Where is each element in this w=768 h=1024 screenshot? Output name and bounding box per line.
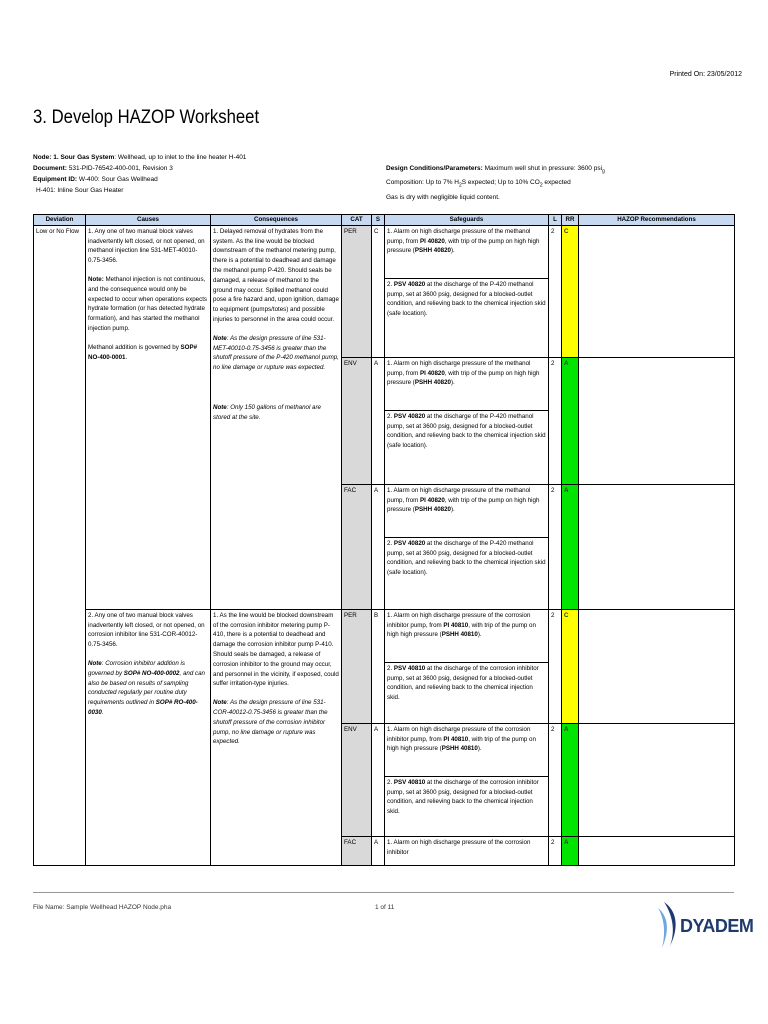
cause-cell-2: [86, 609, 211, 865]
table-row: [34, 225, 735, 357]
severity-cell: A: [372, 836, 385, 865]
composition-a: Composition: Up to 7% H: [386, 179, 459, 187]
cons1-note2: [213, 403, 339, 423]
consequence-cell-1: [211, 225, 342, 609]
header-safeguards: Safeguards: [385, 215, 549, 226]
consequence-cell-2: [211, 609, 342, 865]
footer-file-name: File Name: Sample Wellhead HAZOP Node.pha: [33, 904, 172, 911]
safeguard-item: 2. PSV 40810 at the discharge of the corrosion inhibitor pump, set at 3600 psig, designed for a blocked-outlet condition, and relieving back to the chemical injection skid.: [387, 664, 539, 702]
cons1-note2-text: : Only 150 gallons of methanol are stored at the site.: [213, 403, 321, 421]
likelihood-cell: 2: [549, 484, 562, 609]
header-l: L: [549, 215, 562, 226]
recommendation-cell: [579, 836, 735, 865]
meta-right: [386, 163, 726, 203]
co2-sub: 2: [539, 182, 543, 189]
cause1-sop-b: SOP# NO-400-0001: [88, 343, 198, 361]
design-value: Maximum well shut in pressure: 3600 psi: [484, 165, 603, 172]
severity-cell: B: [372, 609, 385, 723]
deviation-cell: Low or No Flow: [34, 225, 86, 865]
equipment-line-2: H-401: Inline Sour Gas Heater: [36, 187, 124, 194]
composition-c: expected: [542, 179, 571, 187]
header-consequences: Consequences: [211, 215, 342, 226]
cons1-note1-text: : As the design pressure of line 531-MET-40010-0.75-3456 is greater than the shutoff pressure of the P-420 methanol pump, no line damage or rupture was expected.: [213, 334, 339, 372]
design-line: [386, 163, 726, 177]
cat-cell: PER: [342, 609, 372, 723]
safeguard-item: 1. Alarm on high discharge pressure of the corrosion inhibitor pump, from PI 40810, with trip of the pump on high high pressure (PSHH 40810).: [385, 724, 548, 777]
page-title: 3. Develop HAZOP Worksheet: [33, 107, 260, 128]
cause1-text: 1. Any one of two manual block valves inadvertently left closed, or not opened, on methanol injection line 531-MET-40010-0.75-3456.: [88, 227, 205, 265]
header-s: S: [372, 215, 385, 226]
node-value: 1. Sour Gas System: [53, 154, 115, 161]
likelihood-cell: 2: [549, 723, 562, 836]
risk-rank-cell: C: [562, 609, 579, 723]
printed-on-date: Printed On: 23/05/2012: [669, 71, 742, 78]
cause1-sop-c: .: [125, 353, 128, 361]
node-label: Node:: [33, 154, 52, 161]
header-causes: Causes: [86, 215, 211, 226]
severity-cell: A: [372, 357, 385, 484]
document-value: 531-PID-76542-400-001, Revision 3: [68, 165, 173, 172]
logo-swoosh-icon: [650, 898, 684, 954]
safeguard-item: 1. Alarm on high discharge pressure of the corrosion inhibitor pump, from PI 40810, with trip of the pump on high high pressure (PSHH 40810).: [385, 610, 548, 663]
cause-cell-1: [86, 225, 211, 609]
safeguard-item: 1. Alarm on high discharge pressure of the methanol pump, from PI 40820, with trip of the pump on high high pressure (PSHH 40820).: [385, 226, 548, 279]
recommendation-cell: [579, 609, 735, 723]
cause2-note: Note: Corrosion inhibitor addition is governed by SOP# NO-400-0002, and can also be based on results of sampling conducted regularly per routine duty requirements outlined in SOP# RO-400-0030.: [88, 659, 205, 716]
cons1-note1: [213, 334, 339, 373]
recommendation-cell: [579, 723, 735, 836]
cons2-text: 1. As the line would be blocked downstream of the corrosion inhibitor metering pump P-410, there is a potential to deadhead and damage the corrosion inhibitor pump P-410. Should seals be damaged, a release of corrosion inhibitor to the ground may occur, and personnel in the vicinity, if exposed, could suffer irritation-type injuries.: [213, 611, 339, 688]
table-row: [34, 609, 735, 723]
cause1-note-text: Methanol injection is not continuous, and the consequence would only be expected to occur when operations expects hydrate formation (or has detected hydrate formation), and has started the methanol injection pump.: [88, 275, 208, 332]
footer-page-number: 1 of 11: [375, 904, 395, 911]
safeguards-cell: [385, 225, 549, 357]
safeguards-cell: [385, 484, 549, 609]
document-label: Document:: [33, 165, 67, 172]
safeguard-item: 2. PSV 40820 at the discharge of the P-420 methanol pump, set at 3600 psig, designed for a blocked-outlet condition, and relieving back to the chemical injection skid (safe location).: [387, 539, 546, 577]
recommendation-cell: [579, 484, 735, 609]
cat-cell: PER: [342, 225, 372, 357]
cat-cell: ENV: [342, 723, 372, 836]
safeguard-item: 1. Alarm on high discharge pressure of the methanol pump, from PI 40820, with trip of the pump on high high pressure (PSHH 40820).: [385, 485, 548, 538]
gas-line: Gas is dry with negligible liquid content.: [386, 193, 500, 201]
cons1-note2-label: Note: [213, 403, 227, 411]
equipment-label: Equipment ID:: [33, 176, 78, 183]
header-rr: RR: [562, 215, 579, 226]
safeguard-item: 2. PSV 40820 at the discharge of the P-420 methanol pump, set at 3600 psig, designed for a blocked-outlet condition, and relieving back to the chemical injection skid (safe location).: [387, 280, 546, 318]
node-rest: : Wellhead, up to inlet to the line heater H-401: [114, 154, 247, 161]
composition-line: [386, 177, 726, 191]
likelihood-cell: 2: [549, 609, 562, 723]
composition-b: S expected; Up to 10% CO: [461, 179, 540, 187]
likelihood-cell: 2: [549, 225, 562, 357]
equipment-line: [33, 174, 393, 185]
cat-cell: ENV: [342, 357, 372, 484]
severity-cell: A: [372, 723, 385, 836]
safeguards-cell: [385, 357, 549, 484]
cause1-sop-a: Methanol addition is governed by: [88, 343, 181, 351]
safeguard-item: 2. PSV 40820 at the discharge of the P-420 methanol pump, set at 3600 psig, designed for a blocked-outlet condition, and relieving back to the chemical injection skid (safe location).: [387, 412, 546, 450]
recommendation-cell: [579, 357, 735, 484]
risk-rank-cell: C: [562, 225, 579, 357]
cause1-note: [88, 275, 208, 334]
cause1-note-label: Note:: [88, 275, 104, 283]
header-deviation: Deviation: [34, 215, 86, 226]
document-line: [33, 163, 393, 174]
risk-rank-cell: A: [562, 836, 579, 865]
cause1-sop: [88, 343, 208, 363]
cons1-text: 1. Delayed removal of hydrates from the system. As the line would be blocked downstream of the methanol metering pump, there is a potential to deadhead and damage the methanol pump P-420. Should seals be damaged, a release of methanol to the ground may occur. Spilled methanol could pose a fire hazard and, upon ignition, damage to equipment (pumps/totes) and possible injuries to personnel in the area could occur.: [213, 227, 339, 323]
design-label: Design Conditions/Parameters:: [386, 165, 483, 172]
safeguard-item: 1. Alarm on high discharge pressure of the methanol pump, from PI 40820, with trip of the pump on high high pressure (PSHH 40820).: [385, 358, 548, 411]
cons1-note1-label: Note: [213, 334, 227, 342]
logo-text: DYADEM: [680, 916, 754, 936]
design-sub: g: [602, 168, 605, 175]
cause2-text: 2. Any one of two manual block valves inadvertently left closed, or not opened, on corrosion inhibitor line 531-COR-40012-0.75-3456.: [88, 611, 205, 649]
recommendation-cell: [579, 225, 735, 357]
header-recommendations: HAZOP Recommendations: [579, 215, 735, 226]
risk-rank-cell: A: [562, 484, 579, 609]
likelihood-cell: 2: [549, 836, 562, 865]
cons2-note: Note: As the design pressure of line 531-COR-40012-0.75-3456 is greater than the shutoff pressure of the corrosion inhibitor pump, no line damage or rupture was expected.: [213, 699, 328, 746]
table-header-row: [34, 215, 735, 226]
hazop-table: [33, 214, 735, 866]
severity-cell: A: [372, 484, 385, 609]
meta-left: [33, 152, 393, 196]
risk-rank-cell: A: [562, 723, 579, 836]
cat-cell: FAC: [342, 836, 372, 865]
cat-cell: FAC: [342, 484, 372, 609]
node-line: [33, 152, 393, 163]
safeguards-cell: [385, 609, 549, 723]
footer-divider: [33, 892, 734, 893]
safeguard-item: 2. PSV 40810 at the discharge of the corrosion inhibitor pump, set at 3600 psig, designed for a blocked-outlet condition, and relieving back to the chemical injection skid.: [387, 778, 539, 816]
equipment-value: W-400: Sour Gas Wellhead: [78, 176, 158, 183]
header-cat: CAT: [342, 215, 372, 226]
likelihood-cell: 2: [549, 357, 562, 484]
risk-rank-cell: A: [562, 357, 579, 484]
safeguards-cell: [385, 723, 549, 836]
severity-cell: C: [372, 225, 385, 357]
h2s-sub: 2: [458, 182, 462, 189]
dyadem-logo: [650, 898, 754, 958]
safeguards-cell: 1. Alarm on high discharge pressure of the corrosion inhibitor: [385, 836, 549, 865]
